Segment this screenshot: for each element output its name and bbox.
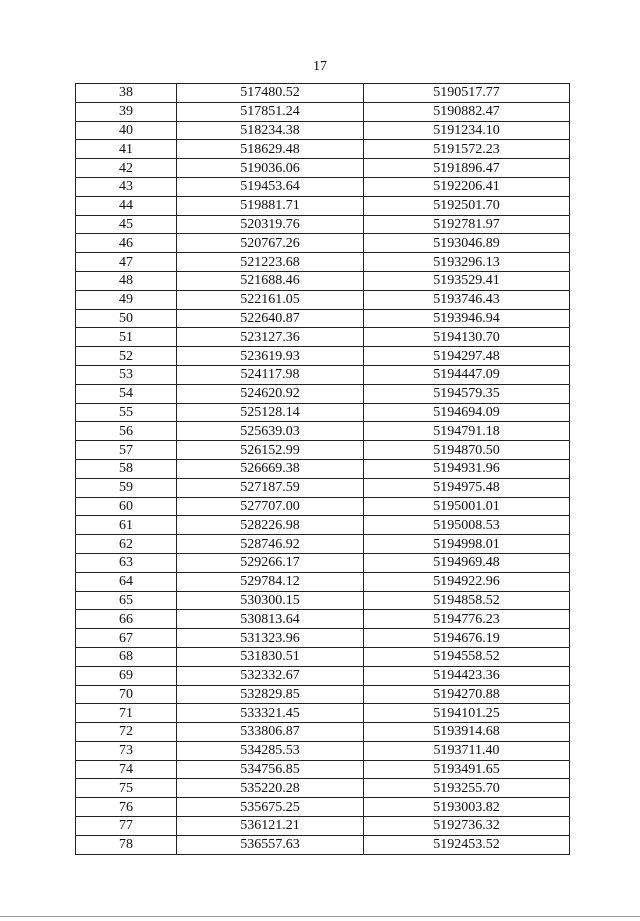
- point-number-cell: 78: [76, 835, 177, 854]
- x-coordinate-cell: 532829.85: [177, 685, 364, 704]
- x-coordinate-cell: 534285.53: [177, 741, 364, 760]
- point-number-cell: 59: [76, 478, 177, 497]
- point-number-cell: 58: [76, 459, 177, 478]
- x-coordinate-cell: 518234.38: [177, 121, 364, 140]
- table-row: [76, 84, 570, 103]
- y-coordinate-cell: 5194791.18: [364, 422, 570, 441]
- point-number-cell: 63: [76, 553, 177, 572]
- point-number-cell: 72: [76, 723, 177, 742]
- x-coordinate-cell: 526669.38: [177, 459, 364, 478]
- y-coordinate-cell: 5194975.48: [364, 478, 570, 497]
- y-coordinate-cell: 5194922.96: [364, 572, 570, 591]
- point-number-cell: 53: [76, 365, 177, 384]
- point-number-cell: 42: [76, 159, 177, 178]
- y-coordinate-cell: 5193003.82: [364, 798, 570, 817]
- table-row: [76, 177, 570, 196]
- y-coordinate-cell: 5191896.47: [364, 159, 570, 178]
- x-coordinate-cell: 519453.64: [177, 177, 364, 196]
- x-coordinate-cell: 525128.14: [177, 403, 364, 422]
- x-coordinate-cell: 529784.12: [177, 572, 364, 591]
- point-number-cell: 55: [76, 403, 177, 422]
- point-number-cell: 61: [76, 516, 177, 535]
- x-coordinate-cell: 535675.25: [177, 798, 364, 817]
- y-coordinate-cell: 5193914.68: [364, 723, 570, 742]
- point-number-cell: 75: [76, 779, 177, 798]
- page-number: 17: [313, 59, 327, 74]
- y-coordinate-cell: 5193746.43: [364, 290, 570, 309]
- table-row: [76, 159, 570, 178]
- y-coordinate-cell: 5194101.25: [364, 704, 570, 723]
- x-coordinate-cell: 531830.51: [177, 647, 364, 666]
- y-coordinate-cell: 5194676.19: [364, 629, 570, 648]
- coordinates-table: [75, 83, 570, 855]
- x-coordinate-cell: 523619.93: [177, 347, 364, 366]
- x-coordinate-cell: 526152.99: [177, 441, 364, 460]
- table-row: [76, 591, 570, 610]
- x-coordinate-cell: 536557.63: [177, 835, 364, 854]
- table-row: [76, 779, 570, 798]
- table-row: [76, 629, 570, 648]
- y-coordinate-cell: 5194447.09: [364, 365, 570, 384]
- y-coordinate-cell: 5192206.41: [364, 177, 570, 196]
- y-coordinate-cell: 5194931.96: [364, 459, 570, 478]
- point-number-cell: 40: [76, 121, 177, 140]
- x-coordinate-cell: 522161.05: [177, 290, 364, 309]
- x-coordinate-cell: 534756.85: [177, 760, 364, 779]
- point-number-cell: 76: [76, 798, 177, 817]
- point-number-cell: 62: [76, 535, 177, 554]
- x-coordinate-cell: 519881.71: [177, 196, 364, 215]
- point-number-cell: 68: [76, 647, 177, 666]
- x-coordinate-cell: 521223.68: [177, 253, 364, 272]
- point-number-cell: 67: [76, 629, 177, 648]
- x-coordinate-cell: 525639.03: [177, 422, 364, 441]
- y-coordinate-cell: 5194423.36: [364, 666, 570, 685]
- x-coordinate-cell: 523127.36: [177, 328, 364, 347]
- table-row: [76, 347, 570, 366]
- x-coordinate-cell: 531323.96: [177, 629, 364, 648]
- x-coordinate-cell: 519036.06: [177, 159, 364, 178]
- y-coordinate-cell: 5193491.65: [364, 760, 570, 779]
- x-coordinate-cell: 532332.67: [177, 666, 364, 685]
- y-coordinate-cell: 5192453.52: [364, 835, 570, 854]
- x-coordinate-cell: 536121.21: [177, 817, 364, 836]
- y-coordinate-cell: 5194969.48: [364, 553, 570, 572]
- x-coordinate-cell: 522640.87: [177, 309, 364, 328]
- table-row: [76, 290, 570, 309]
- y-coordinate-cell: 5194558.52: [364, 647, 570, 666]
- table-row: [76, 685, 570, 704]
- y-coordinate-cell: 5194998.01: [364, 535, 570, 554]
- x-coordinate-cell: 530813.64: [177, 610, 364, 629]
- point-number-cell: 39: [76, 102, 177, 121]
- y-coordinate-cell: 5194776.23: [364, 610, 570, 629]
- table-row: [76, 817, 570, 836]
- table-row: [76, 647, 570, 666]
- point-number-cell: 46: [76, 234, 177, 253]
- x-coordinate-cell: 527187.59: [177, 478, 364, 497]
- y-coordinate-cell: 5194870.50: [364, 441, 570, 460]
- table-row: [76, 723, 570, 742]
- point-number-cell: 38: [76, 84, 177, 103]
- table-row: [76, 459, 570, 478]
- x-coordinate-cell: 518629.48: [177, 140, 364, 159]
- x-coordinate-cell: 528226.98: [177, 516, 364, 535]
- table-row: [76, 835, 570, 854]
- point-number-cell: 74: [76, 760, 177, 779]
- point-number-cell: 54: [76, 384, 177, 403]
- table-row: [76, 140, 570, 159]
- x-coordinate-cell: 524117.98: [177, 365, 364, 384]
- x-coordinate-cell: 517851.24: [177, 102, 364, 121]
- y-coordinate-cell: 5192501.70: [364, 196, 570, 215]
- point-number-cell: 65: [76, 591, 177, 610]
- table-row: [76, 365, 570, 384]
- table-row: [76, 553, 570, 572]
- table-row: [76, 441, 570, 460]
- x-coordinate-cell: 528746.92: [177, 535, 364, 554]
- point-number-cell: 69: [76, 666, 177, 685]
- table-row: [76, 253, 570, 272]
- x-coordinate-cell: 533321.45: [177, 704, 364, 723]
- point-number-cell: 60: [76, 497, 177, 516]
- y-coordinate-cell: 5190882.47: [364, 102, 570, 121]
- y-coordinate-cell: 5195008.53: [364, 516, 570, 535]
- point-number-cell: 43: [76, 177, 177, 196]
- table-row: [76, 516, 570, 535]
- point-number-cell: 70: [76, 685, 177, 704]
- point-number-cell: 50: [76, 309, 177, 328]
- y-coordinate-cell: 5192736.32: [364, 817, 570, 836]
- table-row: [76, 535, 570, 554]
- x-coordinate-cell: 521688.46: [177, 271, 364, 290]
- y-coordinate-cell: 5193946.94: [364, 309, 570, 328]
- table-row: [76, 704, 570, 723]
- table-row: [76, 760, 570, 779]
- table-row: [76, 234, 570, 253]
- point-number-cell: 57: [76, 441, 177, 460]
- table-row: [76, 215, 570, 234]
- table-row: [76, 610, 570, 629]
- table-row: [76, 102, 570, 121]
- table-row: [76, 271, 570, 290]
- point-number-cell: 56: [76, 422, 177, 441]
- point-number-cell: 51: [76, 328, 177, 347]
- x-coordinate-cell: 535220.28: [177, 779, 364, 798]
- x-coordinate-cell: 520319.76: [177, 215, 364, 234]
- x-coordinate-cell: 533806.87: [177, 723, 364, 742]
- point-number-cell: 49: [76, 290, 177, 309]
- table-row: [76, 403, 570, 422]
- table-row: [76, 196, 570, 215]
- x-coordinate-cell: 524620.92: [177, 384, 364, 403]
- point-number-cell: 66: [76, 610, 177, 629]
- y-coordinate-cell: 5194579.35: [364, 384, 570, 403]
- x-coordinate-cell: 529266.17: [177, 553, 364, 572]
- x-coordinate-cell: 520767.26: [177, 234, 364, 253]
- point-number-cell: 45: [76, 215, 177, 234]
- y-coordinate-cell: 5194858.52: [364, 591, 570, 610]
- table-row: [76, 422, 570, 441]
- y-coordinate-cell: 5194130.70: [364, 328, 570, 347]
- x-coordinate-cell: 517480.52: [177, 84, 364, 103]
- page-bottom-edge: [0, 916, 640, 917]
- point-number-cell: 41: [76, 140, 177, 159]
- y-coordinate-cell: 5193529.41: [364, 271, 570, 290]
- y-coordinate-cell: 5194270.88: [364, 685, 570, 704]
- table-row: [76, 384, 570, 403]
- table-row: [76, 328, 570, 347]
- y-coordinate-cell: 5191234.10: [364, 121, 570, 140]
- point-number-cell: 73: [76, 741, 177, 760]
- point-number-cell: 64: [76, 572, 177, 591]
- y-coordinate-cell: 5192781.97: [364, 215, 570, 234]
- table-row: [76, 309, 570, 328]
- point-number-cell: 44: [76, 196, 177, 215]
- y-coordinate-cell: 5193296.13: [364, 253, 570, 272]
- table-row: [76, 478, 570, 497]
- y-coordinate-cell: 5195001.01: [364, 497, 570, 516]
- table-row: [76, 572, 570, 591]
- table-row: [76, 121, 570, 140]
- table-row: [76, 497, 570, 516]
- point-number-cell: 77: [76, 817, 177, 836]
- y-coordinate-cell: 5193255.70: [364, 779, 570, 798]
- y-coordinate-cell: 5193711.40: [364, 741, 570, 760]
- y-coordinate-cell: 5194297.48: [364, 347, 570, 366]
- point-number-cell: 48: [76, 271, 177, 290]
- y-coordinate-cell: 5193046.89: [364, 234, 570, 253]
- table-row: [76, 741, 570, 760]
- table-row: [76, 666, 570, 685]
- y-coordinate-cell: 5194694.09: [364, 403, 570, 422]
- coordinates-table-body: [76, 84, 570, 855]
- point-number-cell: 71: [76, 704, 177, 723]
- x-coordinate-cell: 527707.00: [177, 497, 364, 516]
- y-coordinate-cell: 5190517.77: [364, 84, 570, 103]
- point-number-cell: 47: [76, 253, 177, 272]
- table-row: [76, 798, 570, 817]
- y-coordinate-cell: 5191572.23: [364, 140, 570, 159]
- point-number-cell: 52: [76, 347, 177, 366]
- x-coordinate-cell: 530300.15: [177, 591, 364, 610]
